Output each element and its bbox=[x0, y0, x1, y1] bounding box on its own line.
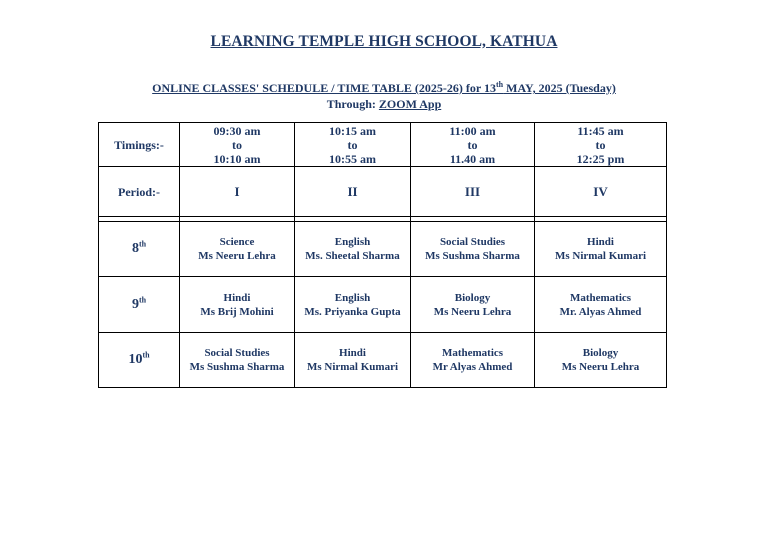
slot-start: 11:45 am bbox=[577, 123, 624, 138]
schedule-cell bbox=[180, 222, 295, 277]
slot-start: 11:00 am bbox=[449, 123, 496, 138]
schedule-cell bbox=[295, 333, 411, 388]
schedule-cell bbox=[295, 277, 411, 333]
teacher: Mr. Alyas Ahmed bbox=[559, 305, 642, 318]
period-row bbox=[99, 167, 667, 217]
schedule-cell bbox=[535, 277, 667, 333]
subject: Hindi bbox=[223, 291, 251, 304]
class-label bbox=[99, 222, 180, 277]
subject: Social Studies bbox=[439, 236, 506, 248]
platform-line bbox=[0, 96, 768, 112]
teacher: Ms Brij Mohini bbox=[200, 305, 274, 318]
class-number: 10 bbox=[128, 352, 143, 367]
subject: Biology bbox=[454, 291, 491, 304]
class-number: 9 bbox=[131, 296, 139, 312]
slot-3-time bbox=[411, 123, 535, 167]
subject: Social Studies bbox=[204, 347, 270, 359]
subject: Hindi bbox=[587, 236, 614, 248]
slot-end: 11.40 am bbox=[449, 151, 496, 166]
subject: Hindi bbox=[339, 347, 366, 359]
subject: Mathematics bbox=[569, 291, 632, 304]
schedule-cell bbox=[535, 222, 667, 277]
schedule-subtitle bbox=[0, 80, 768, 112]
timings-row bbox=[99, 123, 667, 167]
teacher: Ms Nirmal Kumari bbox=[554, 250, 647, 262]
schedule-title-prefix: ONLINE CLASSES' SCHEDULE / TIME TABLE (2025-26) for 13 bbox=[152, 81, 497, 95]
teacher: Ms Neeru Lehra bbox=[198, 250, 276, 262]
class-row-9 bbox=[99, 277, 667, 333]
slot-end: 10:55 am bbox=[329, 151, 376, 166]
slot-start: 09:30 am bbox=[213, 123, 261, 138]
class-row-8 bbox=[99, 222, 667, 277]
class-sup: th bbox=[138, 239, 147, 249]
schedule-cell bbox=[411, 277, 535, 333]
subject: English bbox=[334, 291, 371, 304]
subject: Biology bbox=[582, 347, 619, 359]
subject: Science bbox=[219, 236, 255, 248]
slot-start: 10:15 am bbox=[329, 123, 376, 138]
schedule-cell bbox=[535, 333, 667, 388]
period-number: IV bbox=[535, 167, 667, 217]
slot-to: to bbox=[595, 137, 606, 152]
teacher: Ms. Priyanka Gupta bbox=[304, 305, 401, 318]
subject: English bbox=[334, 236, 371, 248]
timetable bbox=[98, 122, 667, 388]
class-sup: th bbox=[138, 294, 147, 304]
schedule-cell bbox=[411, 333, 535, 388]
slot-to: to bbox=[467, 137, 478, 152]
platform-name: ZOOM App bbox=[378, 97, 442, 111]
class-number: 8 bbox=[131, 241, 139, 256]
slot-end: 10:10 am bbox=[213, 151, 261, 166]
slot-2-time bbox=[295, 123, 411, 167]
schedule-cell bbox=[295, 222, 411, 277]
schedule-title-suffix: MAY, 2025 (Tuesday) bbox=[503, 81, 616, 95]
schedule-cell bbox=[180, 333, 295, 388]
teacher: Ms Sushma Sharma bbox=[425, 250, 520, 262]
teacher: Ms Nirmal Kumari bbox=[306, 361, 399, 373]
subject: Mathematics bbox=[441, 347, 504, 359]
class-label bbox=[99, 277, 180, 333]
period-label: Period:- bbox=[99, 167, 180, 217]
class-row-10 bbox=[99, 333, 667, 388]
teacher: Ms Neeru Lehra bbox=[561, 361, 640, 373]
slot-to: to bbox=[347, 137, 358, 152]
slot-4-time bbox=[535, 123, 667, 167]
teacher: Mr Alyas Ahmed bbox=[432, 361, 513, 373]
class-label bbox=[99, 333, 180, 388]
teacher: Ms. Sheetal Sharma bbox=[305, 250, 400, 262]
schedule-cell bbox=[411, 222, 535, 277]
period-number: III bbox=[411, 167, 535, 217]
slot-1-time bbox=[180, 123, 295, 167]
slot-end: 12:25 pm bbox=[576, 151, 625, 166]
timings-label: Timings:- bbox=[99, 123, 180, 167]
schedule-title bbox=[0, 80, 768, 96]
class-sup: th bbox=[142, 350, 150, 360]
school-title: LEARNING TEMPLE HIGH SCHOOL, KATHUA bbox=[210, 33, 558, 50]
schedule-title-sup: th bbox=[496, 80, 504, 89]
period-number: II bbox=[295, 167, 411, 217]
schedule-cell bbox=[180, 277, 295, 333]
through-label: Through: bbox=[326, 97, 379, 111]
slot-to: to bbox=[232, 137, 242, 152]
teacher: Ms Sushma Sharma bbox=[189, 361, 285, 373]
teacher: Ms Neeru Lehra bbox=[433, 305, 512, 318]
period-number: I bbox=[180, 167, 295, 217]
